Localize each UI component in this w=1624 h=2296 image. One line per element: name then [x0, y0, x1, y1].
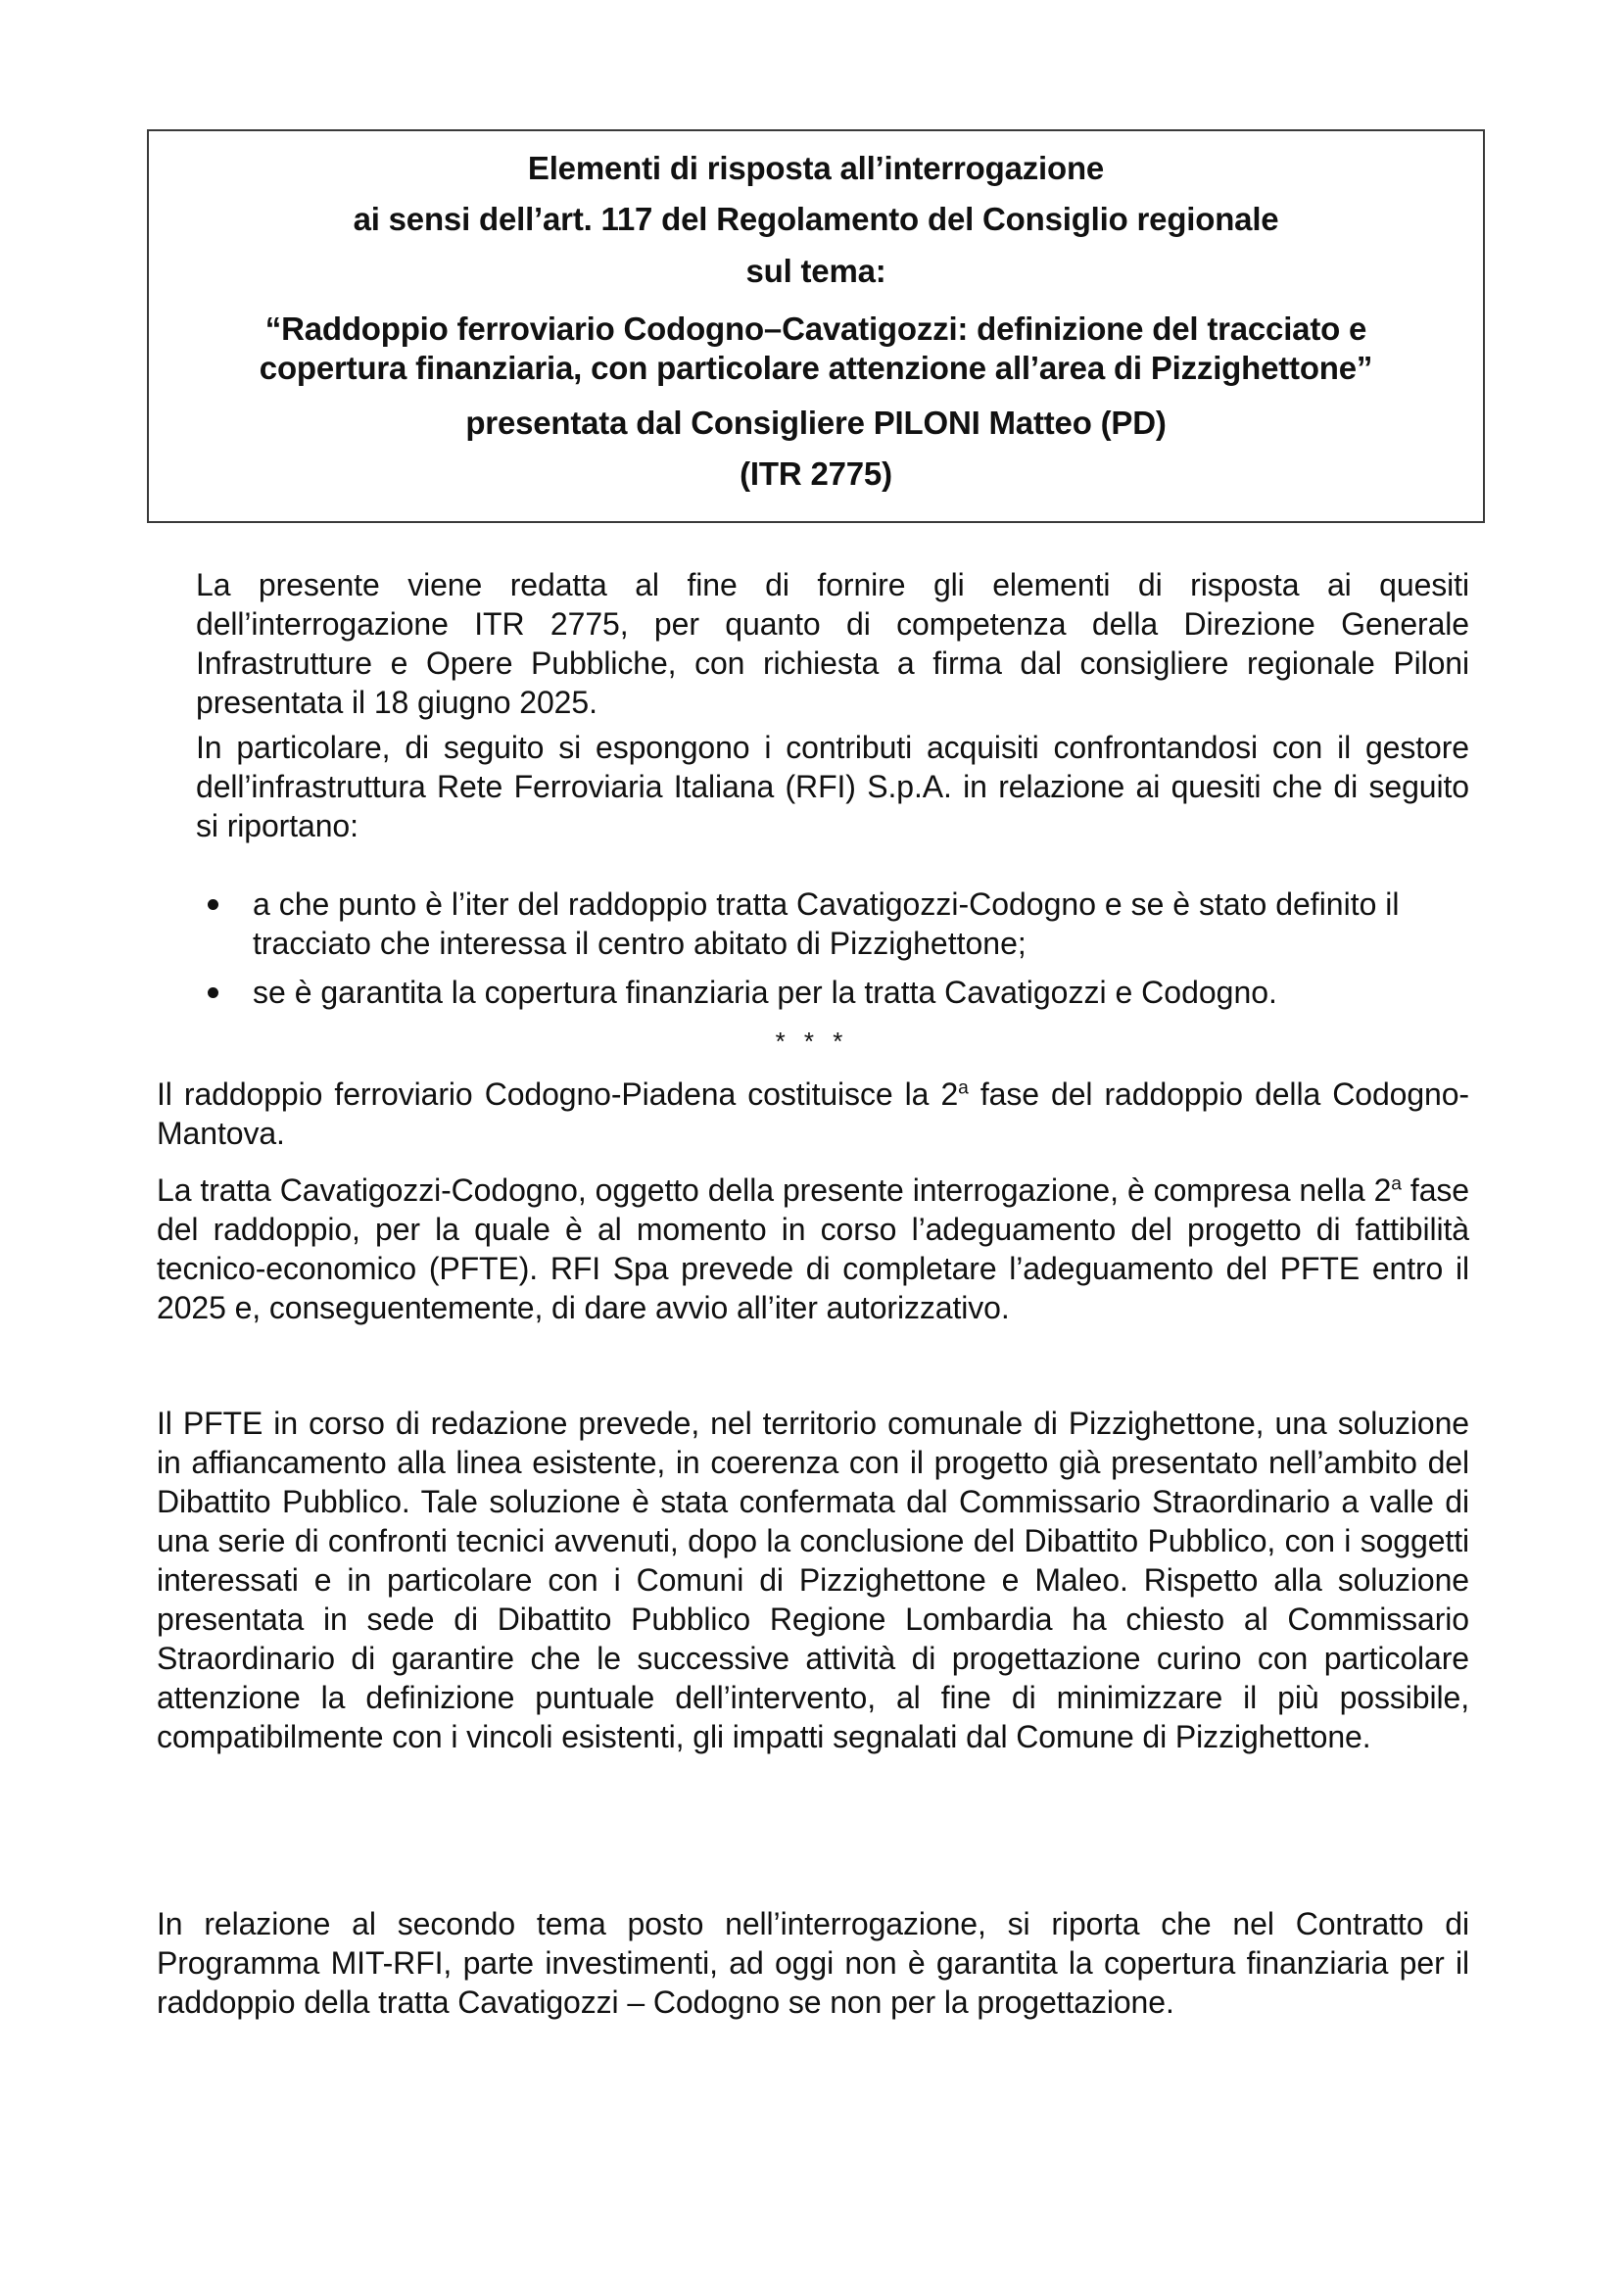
title-presenter: presentata dal Consigliere PILONI Matteo (PD) [465, 405, 1167, 441]
question-item [196, 973, 1469, 1012]
paragraph-phase [157, 1075, 1469, 1153]
paragraph-pfte-text-1: La tratta Cavatigozzi-Codogno, oggetto della presente interrogazione, è compresa nella 2 [157, 1172, 1392, 1208]
title-subject-line-2: copertura finanziaria, con particolare attenzione all’area di Pizzighettone” [259, 350, 1373, 386]
paragraph-pfte-status [157, 1171, 1469, 1327]
section-separator: * * * [775, 1027, 849, 1056]
question-text: a che punto è l’iter del raddoppio tratta Cavatigozzi-Codogno e se è stato definito il tracciato che interessa il centro abitato di Pizzighettone; [253, 886, 1400, 961]
title-box [147, 129, 1485, 523]
paragraph-intro: La presente viene redatta al fine di fornire gli elementi di risposta ai quesiti dell’interrogazione ITR 2775, per quanto di competenza della Direzione Generale Infrastrutture e Opere Pubbliche, con richiesta a firma dal consigliere regionale Piloni presentata il 18 giugno 2025. [196, 567, 1469, 720]
paragraph-pizzighettone: Il PFTE in corso di redazione prevede, nel territorio comunale di Pizzighettone, una soluzione in affiancamento alla linea esistente, in coerenza con il progetto già presentato nell’ambito del Dibattito Pubblico. Tale soluzione è stata confermata dal Commissario Straordinario a valle di una serie di confronti tecnici avvenuti, dopo la conclusione del Dibattito Pubblico, con i soggetti interessati e in particolare con i Comuni di Pizzighettone e Maleo. Rispetto alla soluzione presentata in sede di Dibattito Pubblico Regione Lombardia ha chiesto al Commissario Straordinario di garantire che le successive attività di progettazione curino con particolare attenzione la definizione puntuale dell’intervento, al fine di minimizzare il più possibile, compatibilmente con i vincoli esistenti, gli impatti segnalati dal Comune di Pizzighettone. [157, 1406, 1469, 1754]
paragraph-funding: In relazione al secondo tema posto nell’interrogazione, si riporta che nel Contratto di Programma MIT-RFI, parte investimenti, ad oggi non è garantita la copertura finanziaria per il raddoppio della tratta Cavatigozzi – Codogno se non per la progettazione. [157, 1906, 1469, 2020]
paragraph-phase-text-2: fase del raddoppio della Codogno-Mantova. [157, 1076, 1469, 1151]
title-subject-line-1: “Raddoppio ferroviario Codogno–Cavatigozzi: definizione del tracciato e [264, 311, 1367, 347]
question-list [196, 885, 1469, 1022]
ordinal-superscript: a [958, 1077, 969, 1099]
question-text: se è garantita la copertura finanziaria per la tratta Cavatigozzi e Codogno. [253, 975, 1277, 1010]
bullet-icon [208, 899, 218, 910]
paragraph-pfte-text-2: fase del raddoppio, per la quale è al momento in corso l’adeguamento del progetto di fattibilità tecnico-economico (PFTE). RFI Spa prevede di completare l’adeguamento del PFTE entro il 2025 e, conseguentemente, di dare avvio all’iter autorizzativo. [157, 1172, 1469, 1325]
bullet-icon [208, 987, 218, 998]
title-subject-label: sul tema: [745, 253, 886, 289]
paragraph-context: In particolare, di seguito si espongono i contributi acquisiti confrontandosi con il gestore dell’infrastruttura Rete Ferroviaria Italiana (RFI) S.p.A. in relazione ai quesiti che di seguito si riportano: [196, 730, 1469, 843]
title-itr-number: (ITR 2775) [740, 455, 892, 492]
title-regulation-reference: ai sensi dell’art. 117 del Regolamento del Consiglio regionale [353, 201, 1279, 237]
paragraph-phase-text-1: Il raddoppio ferroviario Codogno-Piadena costituisce la 2 [157, 1076, 959, 1112]
title-heading: Elementi di risposta all’interrogazione [527, 150, 1105, 186]
ordinal-superscript: a [1391, 1173, 1402, 1195]
question-item [196, 885, 1469, 963]
